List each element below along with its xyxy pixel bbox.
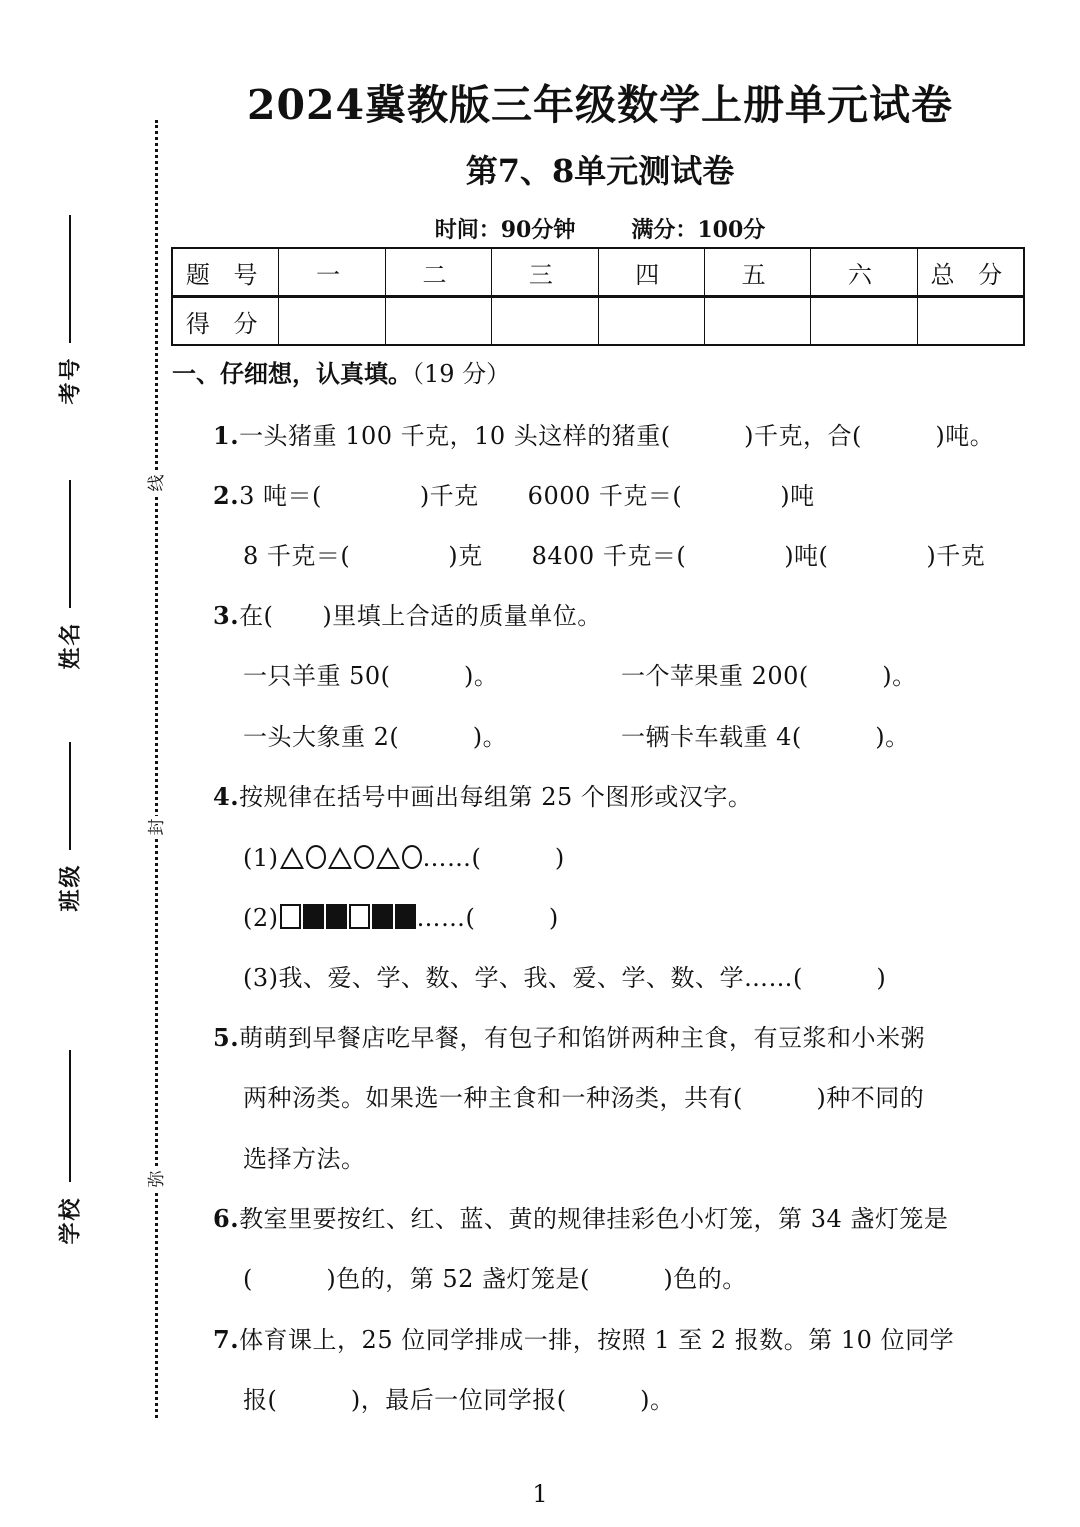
question-6-line-1-text: 教室里要按红、红、蓝、黄的规律挂彩色小灯笼，第 34 盏灯笼是 [239,1205,949,1233]
question-5-line-1-text: 萌萌到早餐店吃早餐，有包子和馅饼两种主食，有豆浆和小米粥 [239,1024,926,1052]
page-number: 1 [532,1480,548,1508]
score-cell-5[interactable] [704,297,810,346]
question-3-item-1: 一只羊重 50( )。 [243,662,499,690]
question-1 [213,416,994,451]
question-3 [213,596,602,631]
question-3-item-2: 一个苹果重 200( )。 [621,662,917,690]
question-3-text: 在( )里填上合适的质量单位。 [239,602,602,630]
col-total: 总 分 [917,248,1024,297]
triangle-icon [328,847,352,869]
class-label: 班级 [58,863,84,912]
question-4-sub-1 [243,838,565,873]
col-5: 五 [704,248,810,297]
square-outline-icon [349,904,370,929]
col-4: 四 [598,248,704,297]
score-cell-2[interactable] [385,297,491,346]
page-subtitle: 第7、8单元测试卷 [465,152,735,190]
score-cell-6[interactable] [811,297,917,346]
school-line[interactable] [69,1050,71,1182]
col-6: 六 [811,248,917,297]
square-outline-icon [280,904,301,929]
question-5-line-3: 选择方法。 [243,1145,366,1173]
square-filled-icon [395,904,416,929]
question-6-line-2: ( )色的，第 52 盏灯笼是( )色的。 [243,1265,747,1293]
score-table-score-row [172,297,1024,346]
question-4-sub-3: (3)我、爱、学、数、学、我、爱、学、数、学……( ) [243,964,887,992]
question-7-line-1-text: 体育课上，25 位同学排成一排，按照 1 至 2 报数。第 10 位同学 [239,1326,955,1354]
square-filled-icon [372,904,393,929]
binding-marker-line: 线 [144,472,170,494]
circle-icon [306,845,326,869]
circle-icon [354,845,374,869]
question-4-sub-2-label: (2) [243,904,279,932]
triangle-icon [280,847,304,869]
name-label: 姓名 [58,621,84,670]
col-2: 二 [385,248,491,297]
question-4-sub-1-blank: ……( ) [422,844,565,872]
question-4-sub-2 [243,898,559,933]
school-label: 学校 [58,1196,84,1245]
question-1-text: 一头猪重 100 千克，10 头这样的猪重( )千克，合( )吨。 [239,422,995,450]
question-4 [213,777,752,812]
question-6-number: 6. [213,1204,240,1233]
question-2-number: 2. [213,481,240,510]
col-3: 三 [492,248,598,297]
name-line[interactable] [69,480,71,608]
square-filled-icon [326,904,347,929]
time-limit: 时间：90分钟 [434,217,576,243]
question-2-line-2: 8 千克＝( )克 8400 千克＝( )吨( )千克 [243,542,986,570]
question-5-line-2: 两种汤类。如果选一种主食和一种汤类，共有( )种不同的 [243,1084,925,1112]
question-6-line-1 [213,1199,948,1234]
question-2-line-1-text: 3 吨＝( )千克 6000 千克＝( )吨 [239,482,815,510]
binding-dotted-line [155,120,158,1418]
section-1-title: 一、仔细想，认真填。 [172,360,412,388]
question-7-number: 7. [213,1325,240,1354]
question-3-item-3: 一头大象重 2( )。 [243,723,508,751]
binding-marker-seal: 封 [144,816,170,838]
binding-marker-secret: 弥 [144,1168,170,1190]
exam-number-label: 考号 [58,356,84,405]
exam-meta [170,213,1030,244]
score-table-header-row [172,248,1024,297]
question-4-text: 按规律在括号中画出每组第 25 个图形或汉字。 [239,783,753,811]
question-3-item-4: 一辆卡车载重 4( )。 [621,723,910,751]
question-3-number: 3. [213,601,240,630]
row-header-question-number: 题 号 [172,248,279,297]
question-7-line-2: 报( )，最后一位同学报( )。 [243,1386,675,1414]
score-cell-3[interactable] [492,297,598,346]
score-cell-total[interactable] [917,297,1024,346]
question-4-sub-2-blank: ……( ) [416,904,559,932]
page-title: 2024冀教版三年级数学上册单元试卷 [246,81,954,129]
full-score: 满分：100分 [631,217,766,243]
class-line[interactable] [69,742,71,850]
section-1-points: （19 分） [412,360,511,388]
exam-number-line[interactable] [69,215,71,343]
question-1-number: 1. [213,421,240,450]
question-2-line-1 [213,476,815,511]
score-cell-1[interactable] [279,297,385,346]
question-7-line-1 [213,1320,954,1355]
score-table [171,247,1025,346]
section-1-heading [172,354,510,389]
circle-icon [402,845,422,869]
question-4-number: 4. [213,782,240,811]
score-cell-4[interactable] [598,297,704,346]
question-5-line-1 [213,1018,925,1053]
col-1: 一 [279,248,385,297]
row-header-score: 得 分 [172,297,279,346]
triangle-icon [376,847,400,869]
question-5-number: 5. [213,1023,240,1052]
question-4-sub-1-label: (1) [243,844,279,872]
square-filled-icon [303,904,324,929]
